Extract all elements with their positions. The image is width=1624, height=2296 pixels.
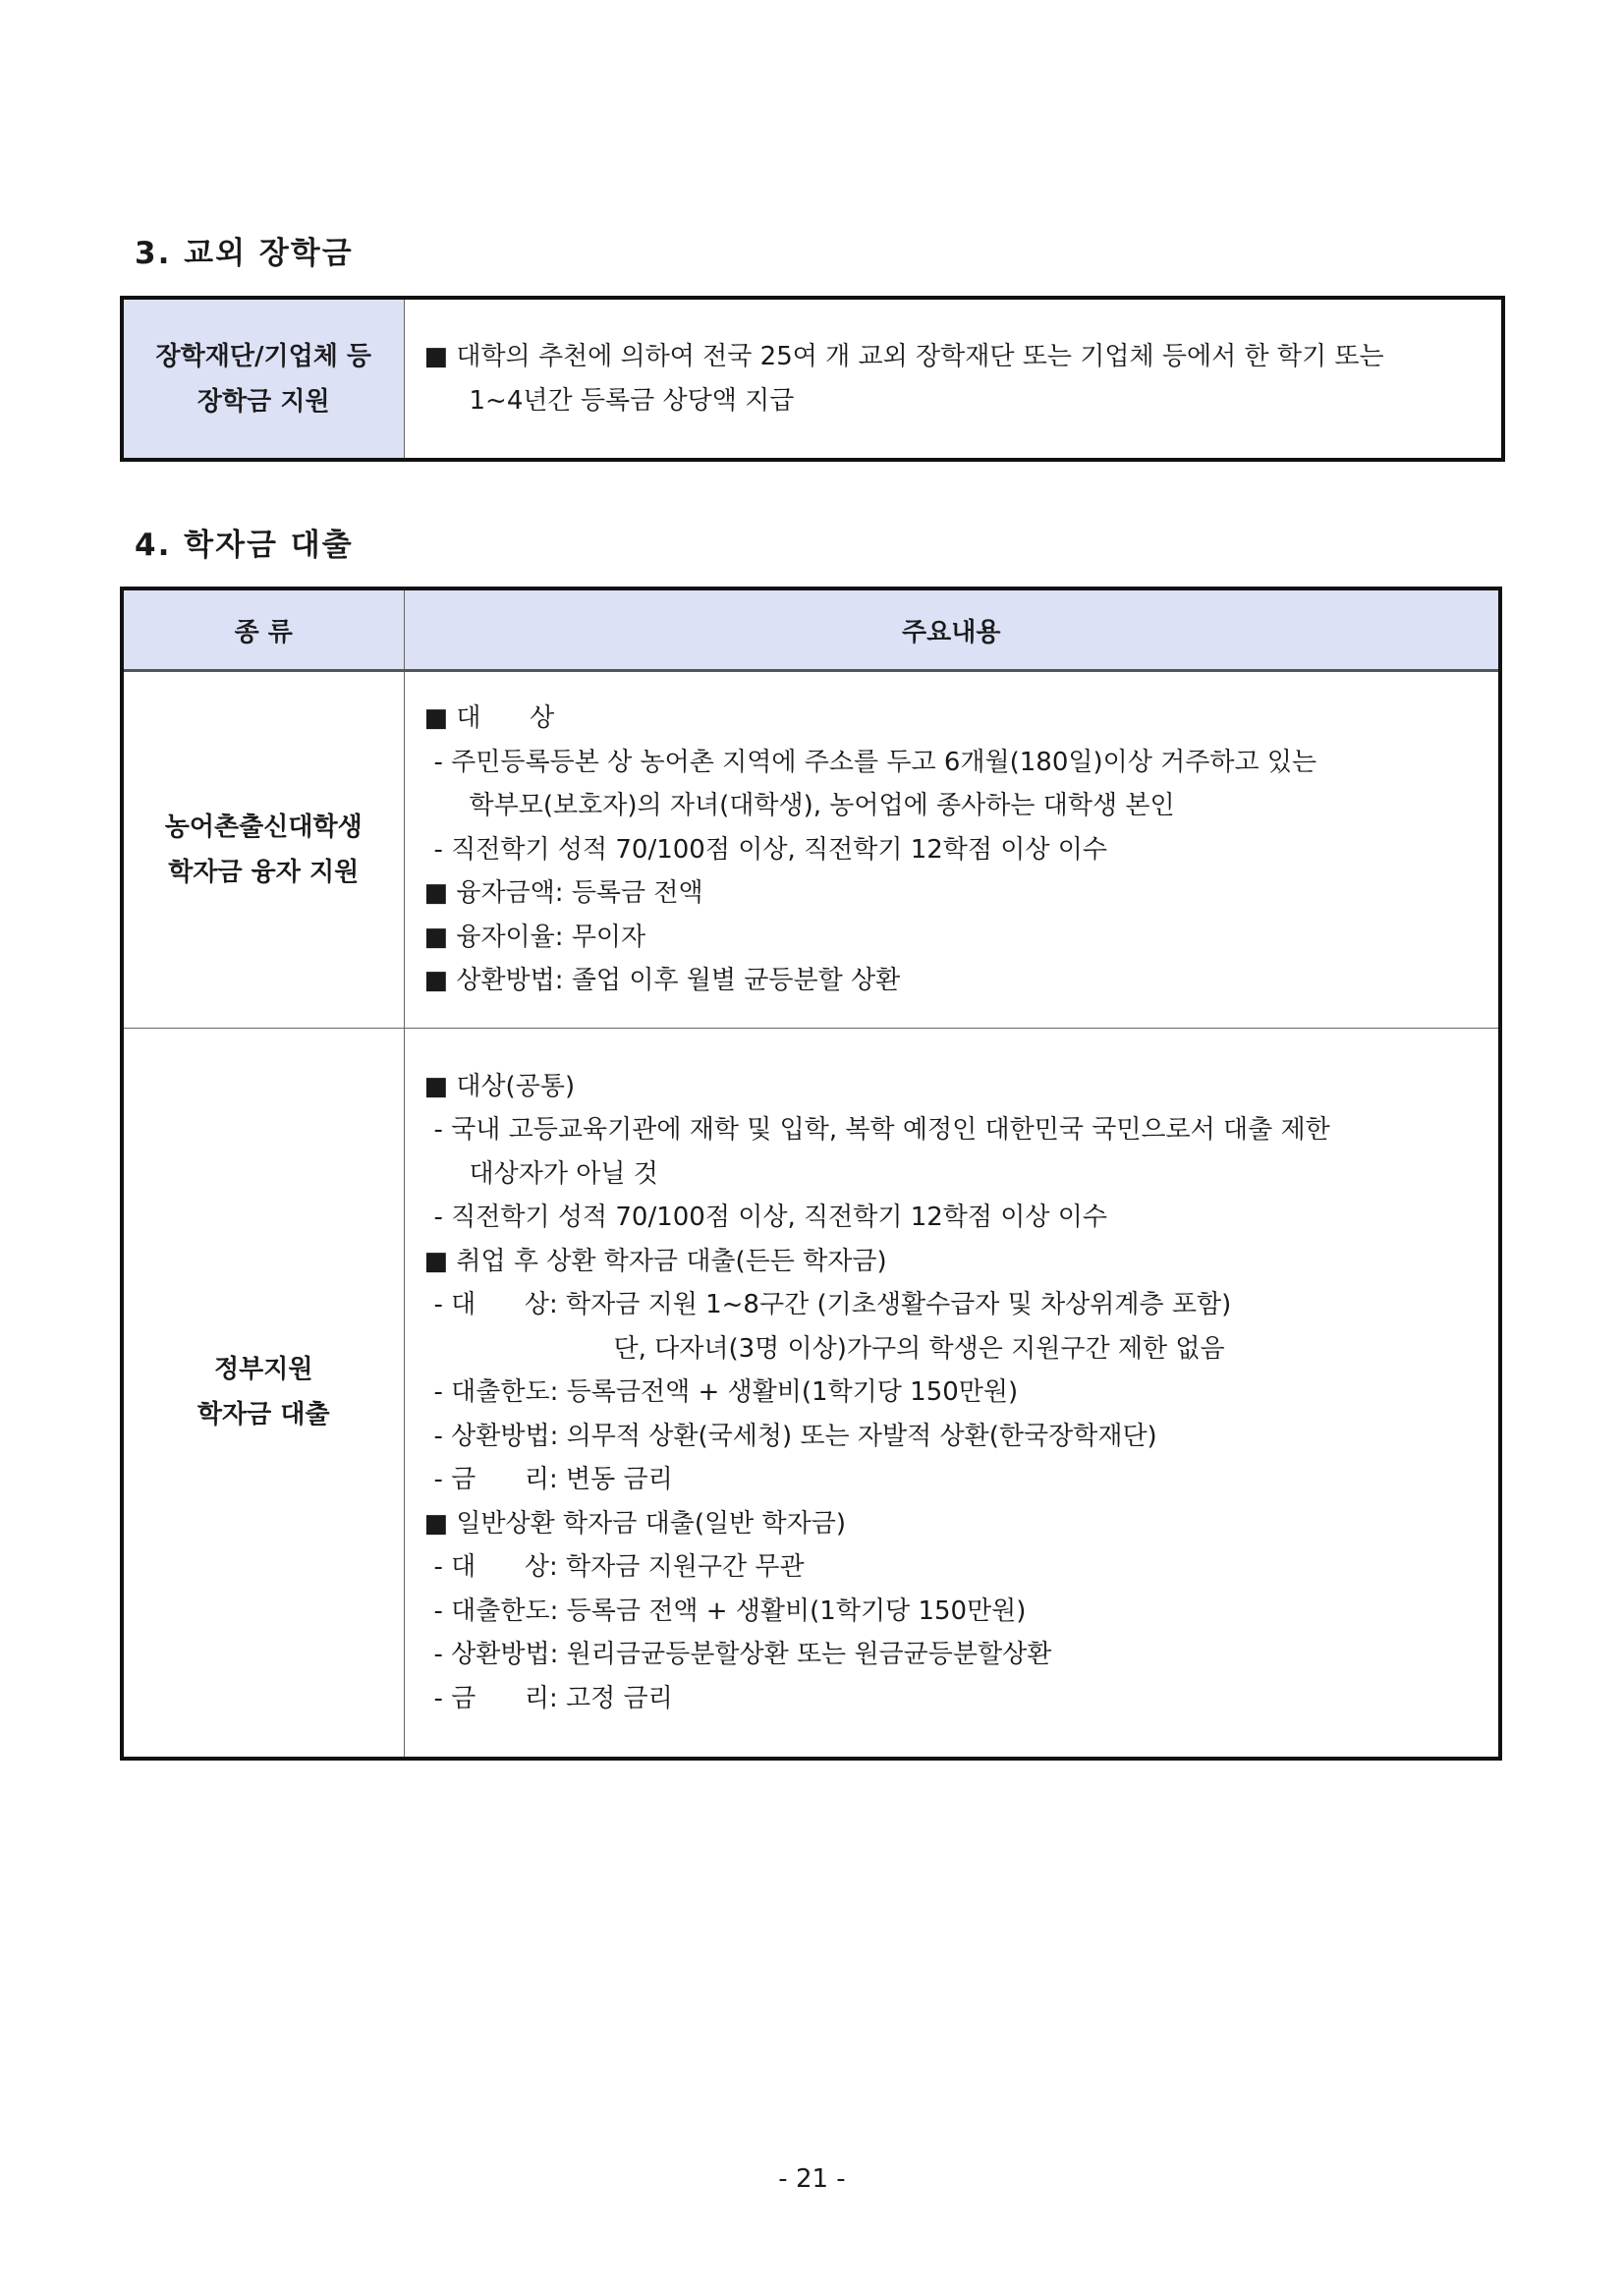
content-line: - 대출한도: 등록금전액 + 생활비(1학기당 150만원) [433, 1377, 1019, 1407]
content-line: ■ 취업 후 상환 학자금 대출(든든 학자금) [423, 1246, 887, 1276]
content-line: - 직전학기 성적 70/100점 이상, 직전학기 12학점 이상 이수 [433, 1203, 1108, 1232]
loan-table [120, 587, 1502, 1761]
scholarship-table [120, 296, 1505, 462]
gov-loan-label-line1: 정부지원 [214, 1355, 313, 1385]
header-type: 종 류 [122, 588, 404, 671]
rural-loan-label-line1: 농어촌출신대학생 [164, 812, 363, 842]
content-line: ■ 융자금액: 등록금 전액 [423, 878, 703, 909]
content-line: ■ 일반상환 학자금 대출(일반 학자금) [423, 1508, 847, 1539]
content-line: - 직전학기 성적 70/100점 이상, 직전학기 12학점 이상 이수 [433, 834, 1108, 865]
content-line: ■ 융자이율: 무이자 [423, 922, 646, 952]
section-3-title: 3. 교외 장학금 [135, 236, 354, 271]
content-line: 대상자가 아닐 것 [469, 1158, 658, 1189]
content-line: - 금 리: 고정 금리 [433, 1683, 673, 1713]
header-content: 주요내용 [404, 588, 1500, 671]
scholarship-line: ■ 대학의 추천에 의하여 전국 25여 개 교외 장학재단 또는 기업체 등에서 한 학기 또는 [423, 342, 1384, 371]
scholarship-label-line1: 장학재단/기업체 등 [155, 341, 371, 371]
content-line: 단, 다자녀(3명 이상)가구의 학생은 지원구간 제한 없음 [613, 1333, 1225, 1364]
rural-loan-label [122, 671, 404, 1029]
rural-loan-label-line2: 학자금 융자 지원 [168, 858, 360, 887]
content-line: - 상환방법: 원리금균등분할상환 또는 원금균등분할상환 [433, 1640, 1052, 1669]
content-line: ■ 대 상 [423, 703, 555, 734]
content-line: ■ 대상(공통) [423, 1071, 576, 1101]
content-line: - 대 상: 학자금 지원구간 무관 [433, 1552, 805, 1582]
scholarship-content-cell [404, 298, 1503, 460]
gov-loan-label-line2: 학자금 대출 [196, 1400, 330, 1430]
content-line: - 금 리: 변동 금리 [433, 1465, 673, 1494]
gov-loan-label [122, 1029, 404, 1759]
scholarship-label-cell [122, 298, 404, 460]
content-line: 학부모(보호자)의 자녀(대학생), 농어업에 종사하는 대학생 본인 [469, 791, 1175, 821]
content-line: - 대출한도: 등록금 전액 + 생활비(1학기당 150만원) [433, 1596, 1027, 1626]
rural-loan-content [404, 671, 1500, 1029]
scholarship-label-line2: 장학금 지원 [196, 386, 330, 417]
section-4-title: 4. 학자금 대출 [135, 528, 354, 563]
page-number: - 21 - [778, 2164, 846, 2194]
content-line: - 주민등록등본 상 농어촌 지역에 주소를 두고 6개월(180일)이상 거주하고 있는 [433, 747, 1317, 777]
content-line: ■ 상환방법: 졸업 이후 월별 균등분할 상환 [423, 966, 901, 996]
content-line: - 국내 고등교육기관에 재학 및 입학, 복학 예정인 대한민국 국민으로서 대출 제한 [433, 1115, 1330, 1145]
content-line: - 상환방법: 의무적 상환(국세청) 또는 자발적 상환(한국장학재단) [433, 1421, 1157, 1451]
scholarship-line: 1~4년간 등록금 상당액 지급 [469, 385, 795, 416]
content-line: - 대 상: 학자금 지원 1~8구간 (기초생활수급자 및 차상위계층 포함) [433, 1290, 1232, 1319]
gov-loan-content [404, 1029, 1500, 1759]
